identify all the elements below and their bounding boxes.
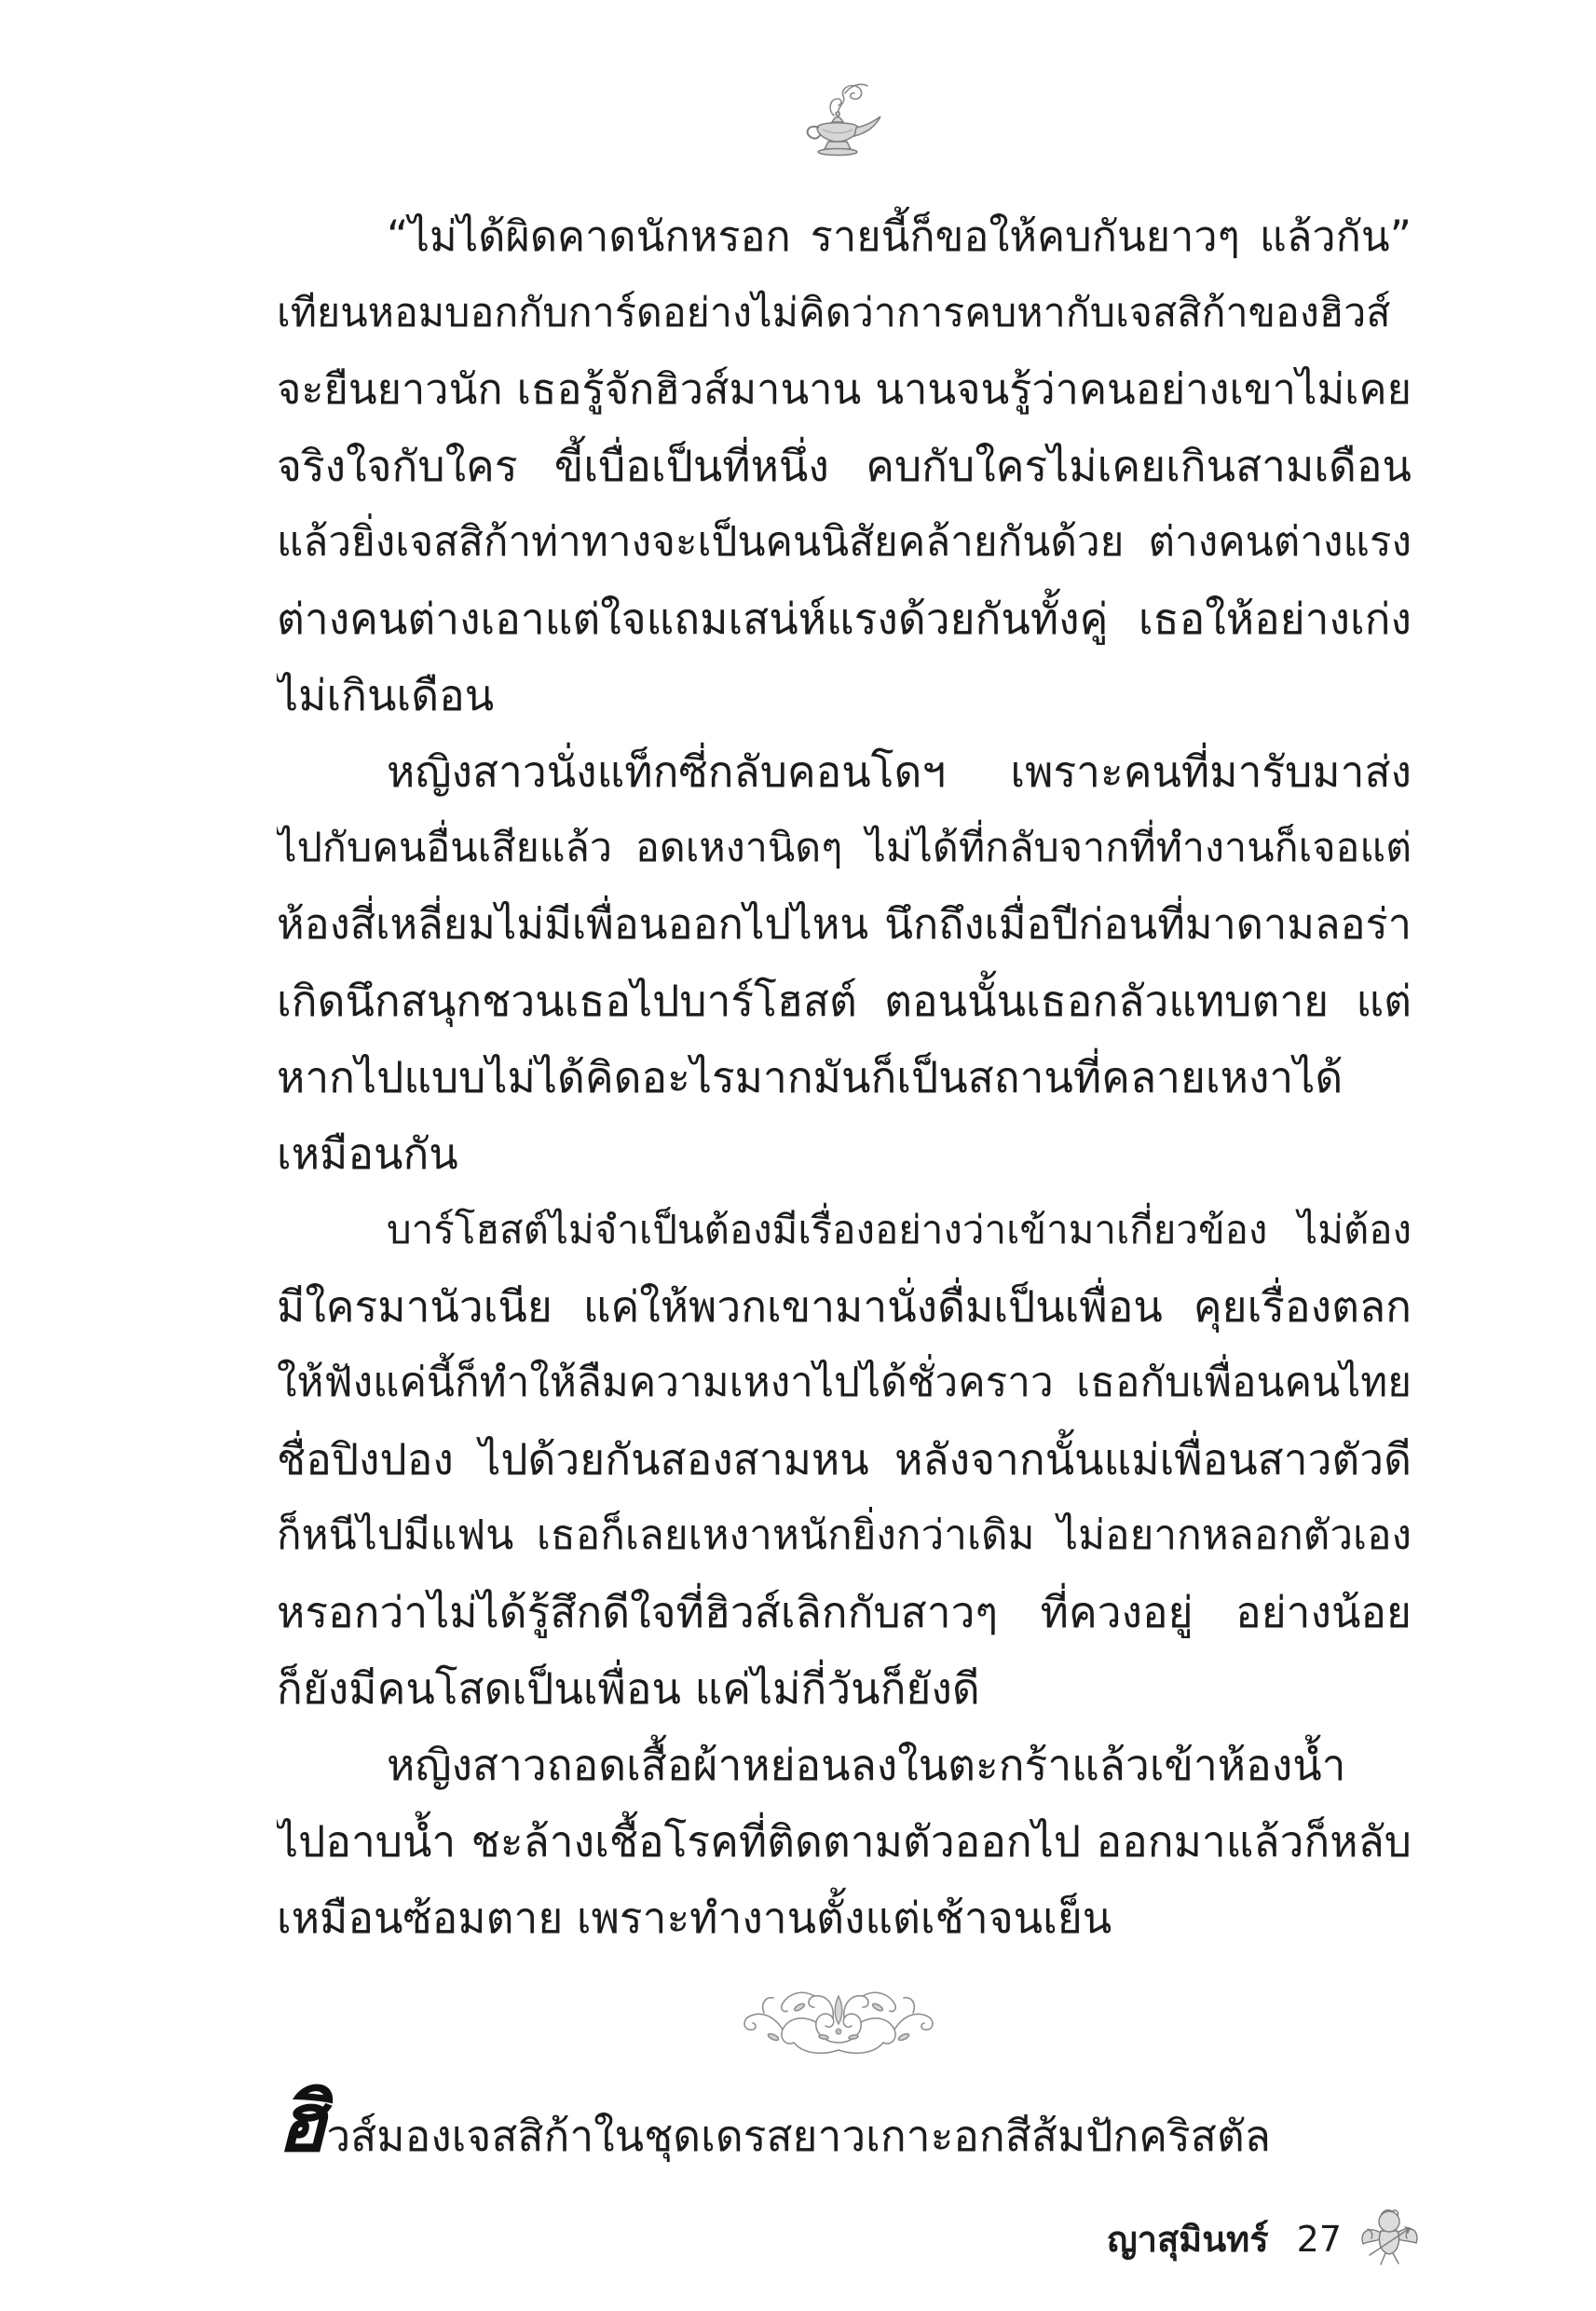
body-text-line: ก็หนีไปมีแฟน เธอก็เลยเหงาหนักยิ่งกว่าเดิม ไม่อยากหลอกตัวเอง [277, 1511, 1412, 1559]
body-text-line: ก็ยังมีคนโสดเป็นเพื่อน แค่ไม่กี่วันก็ยังดี [277, 1663, 980, 1714]
body-text-line: หากไปแบบไม่ได้คิดอะไรมากมันก็เป็นสถานที่คลายเหงาได้ [277, 1052, 1344, 1102]
page-footer [1107, 2213, 1342, 2265]
page-number: 27 [1296, 2219, 1342, 2260]
paragraph [277, 1192, 1412, 1727]
body-text [277, 198, 1412, 1956]
author-name: ญาสุมินทร์ [1107, 2219, 1269, 2260]
body-text-line: ไปกับคนอื่นเสียแล้ว อดเหงานิดๆ ไม่ได้ที่กลับจากที่ทำงานก็เจอแต่ [277, 825, 1412, 871]
genie-lamp-icon [791, 78, 884, 160]
drop-cap: ฮิ [277, 2075, 327, 2170]
body-text-line: จะยืนยาวนัก เธอรู้จักฮิวส์มานาน นานจนรู้ว่าคนอย่างเขาไม่เคย [277, 364, 1412, 414]
body-text-line: ชื่อปิงปอง ไปด้วยกันสองสามหน หลังจากนั้นแม่เพื่อนสาวตัวดี [277, 1434, 1412, 1484]
body-text-line: บาร์โฮสต์ไม่จำเป็นต้องมีเรื่องอย่างว่าเข้ามาเกี่ยวข้อง ไม่ต้อง [387, 1207, 1412, 1252]
section-opening-line [277, 2074, 1412, 2171]
body-text-line: ไม่เกินเดือน [277, 670, 495, 720]
body-text-line: เทียนหอมบอกกับการ์ดอย่างไม่คิดว่าการคบหากับเจสสิก้าของฮิวส์ [277, 290, 1391, 336]
body-text-line: หญิงสาวนั่งแท็กซี่กลับคอนโดฯ เพราะคนที่มารับมาส่ง [387, 746, 1412, 797]
paragraph [277, 733, 1412, 1192]
body-text-line: แล้วยิ่งเจสสิก้าท่าทางจะเป็นคนนิสัยคล้ายกันด้วย ต่างคนต่างแรง [277, 518, 1412, 566]
body-text-line: จริงใจกับใคร ขี้เบื่อเป็นที่หนึ่ง คบกับใครไม่เคยเกินสามเดือน [277, 441, 1412, 491]
paragraph [277, 198, 1412, 733]
floral-scroll-ornament [736, 1976, 941, 2061]
body-text-line: ต่างคนต่างเอาแต่ใจแถมเสน่ห์แรงด้วยกันทั้งคู่ เธอให้อย่างเก่ง [277, 594, 1412, 644]
body-text-line: ให้ฟังแค่นี้ก็ทำให้ลืมความเหงาไปได้ชั่วคราว เธอกับเพื่อนคนไทย [277, 1359, 1412, 1406]
body-text-line: ไปอาบน้ำ ชะล้างเชื้อโรคที่ติดตามตัวออกไป ออกมาแล้วก็หลับ [277, 1816, 1412, 1867]
body-text-line: หรอกว่าไม่ได้รู้สึกดีใจที่ฮิวส์เลิกกับสาวๆ ที่ควงอยู่ อย่างน้อย [277, 1587, 1412, 1637]
cherub-icon [1357, 2201, 1422, 2268]
section-opening-text: วส์มองเจสสิก้าในชุดเดรสยาวเกาะอกสีส้มปักคริสตัล [326, 2111, 1271, 2161]
paragraph [277, 1727, 1412, 1956]
body-text-line: มีใครมานัวเนีย แค่ให้พวกเขามานั่งดื่มเป็นเพื่อน คุยเรื่องตลก [277, 1281, 1412, 1332]
body-text-line: “ไม่ได้ผิดคาดนักหรอก รายนี้ก็ขอให้คบกันยาวๆ แล้วกัน” [387, 212, 1412, 261]
body-text-line: เหมือนกัน [277, 1128, 458, 1179]
body-text-line: เกิดนึกสนุกชวนเธอไปบาร์โฮสต์ ตอนนั้นเธอกลัวแทบตาย แต่ [277, 976, 1412, 1026]
body-text-line: หญิงสาวถอดเสื้อผ้าหย่อนลงในตะกร้าแล้วเข้าห้องน้ำ [387, 1740, 1346, 1790]
body-text-line: เหมือนซ้อมตาย เพราะทำงานตั้งแต่เช้าจนเย็น [277, 1893, 1112, 1943]
body-text-line: ห้องสี่เหลี่ยมไม่มีเพื่อนออกไปไหน นึกถึงเมื่อปีก่อนที่มาดามลอร่า [277, 899, 1412, 949]
